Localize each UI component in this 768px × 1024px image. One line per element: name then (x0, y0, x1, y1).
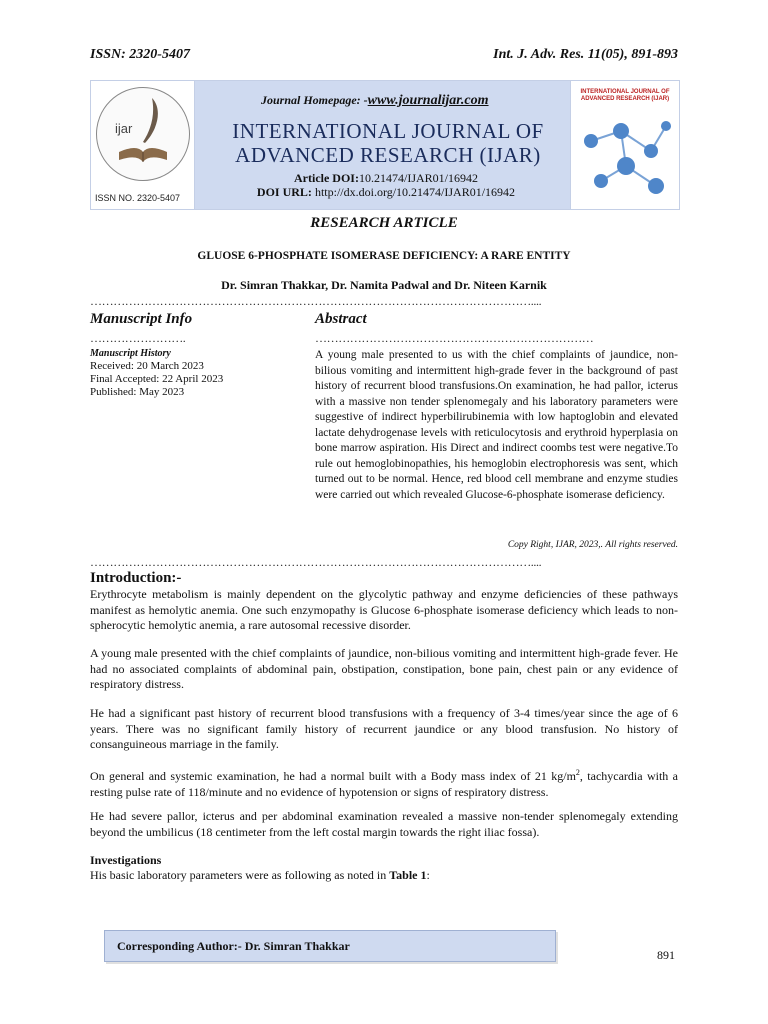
homepage-label: Journal Homepage: - (261, 93, 368, 107)
divider-manuscript: ……………………. (90, 331, 186, 345)
journal-cover-thumbnail (570, 81, 679, 209)
investigations-paragraph (90, 868, 678, 884)
molecule-illustration-icon (571, 111, 679, 209)
divider-abstract: ……………………………………………………………… (315, 331, 594, 345)
investigations-colon: : (426, 868, 430, 882)
quill-book-icon (97, 88, 189, 180)
superscript-2: 2 (575, 768, 580, 777)
issn-text: ISSN: 2320-5407 (90, 47, 190, 62)
received-date: Received: 20 March 2023 (90, 360, 204, 372)
intro-paragraph-4 (90, 765, 678, 800)
article-doi: 10.21474/IJAR01/16942 (358, 171, 478, 185)
divider-top: …………………………………………………………………………………………………….... (90, 294, 542, 308)
divider-bottom: …………………………………………………………………………………………………….... (90, 555, 542, 569)
manuscript-history-label: Manuscript History (90, 348, 171, 359)
journal-banner (90, 80, 680, 210)
table-reference: Table 1 (389, 868, 427, 882)
page-number: 891 (657, 948, 675, 962)
paper-title: GLUOSE 6-PHOSPHATE ISOMERASE DEFICIENCY: A RARE ENTITY (197, 250, 571, 262)
corresponding-author: Corresponding Author:- Dr. Simran Thakkar (117, 939, 350, 953)
doi-url-link[interactable]: http://dx.doi.org/10.21474/IJAR01/16942 (314, 185, 516, 199)
logo-issn: ISSN NO. 2320-5407 (95, 193, 181, 203)
paragraph-4-part-1: On general and systemic examination, he had a normal built with a Body mass index of 21 kg/m (90, 769, 576, 783)
cover-title: INTERNATIONAL JOURNAL OF ADVANCED RESEARCH (IJAR) (580, 89, 670, 102)
citation-text: Int. J. Adv. Res. 11(05), 891-893 (493, 47, 678, 62)
published-date: Published: May 2023 (90, 386, 185, 398)
logo-text: ijar (115, 121, 133, 136)
intro-paragraph-3: He had a significant past history of recurrent blood transfusions with a frequency of 3-4 times/year since the age of 6 years. There was no significant family history of recurrent jaundice or any blood transfusion. No history of consanguineous marriage in the family. (90, 706, 678, 751)
paragraph-4-part-2: , tachycardia with a resting pulse rate of 118/minute and no evidence of hypotension or signs of respiratory distress. (90, 769, 678, 799)
homepage-link[interactable]: www.journalijar.com (367, 93, 489, 108)
doi-block (201, 171, 571, 199)
investigations-text: His basic laboratory parameters were as following as noted in (90, 868, 390, 882)
intro-paragraph-5: He had severe pallor, icterus and per abdominal examination revealed a massive non-tender splenomegaly extending beyond the umbilicus (18 centimeter from the left costal margin towards the right iliac fossa). (90, 809, 678, 839)
investigations-heading: Investigations (90, 853, 162, 867)
abstract-text: A young male presented to us with the chief complaints of jaundice, non-bilious vomiting and intermittent high-grade fever in the background of past history of recurrent blood transfusions.On examination, he had pallor, icterus with a massive non tender splenomegaly and his laboratory parameters were suggestive of indirect hyperbilirubinemia with low haptoglobin and elevated lactate dehydrogenase levels with reticulocytosis and erythroid hyperplasia on bone marrow aspiration. His Direct and indirect coombs test were negative.To rule out hemoglobinopathies, his hemoglobin electrophoresis was sent, which turned out to be normal. Hence, red blood cell membrane and enzyme studies were carried out which revealed Glucose-6-phosphate isomerase deficiency. (315, 349, 678, 501)
intro-paragraph-2: A young male presented with the chief complaints of jaundice, non-bilious vomiting and intermittent high-grade fever. He had no associated complaints of abdominal pain, obstipation, constipation, bone pain, chest pain or any evidence of respiratory distress. (90, 646, 678, 691)
copyright-notice: Copy Right, IJAR, 2023,. All rights reserved. (507, 540, 678, 550)
doi-url-label: DOI URL: (256, 185, 312, 199)
manuscript-history (90, 347, 223, 399)
accepted-date: Final Accepted: 22 April 2023 (90, 373, 224, 385)
introduction-heading: Introduction:- (90, 570, 182, 586)
journal-title-line2: ADVANCED RESEARCH (IJAR) (235, 143, 541, 167)
journal-title (203, 119, 573, 167)
article-doi-label: Article DOI: (294, 171, 359, 185)
article-type: RESEARCH ARTICLE (310, 215, 458, 231)
journal-title-line1: INTERNATIONAL JOURNAL OF (232, 119, 544, 143)
journal-homepage (261, 93, 489, 109)
author-list: Dr. Simran Thakkar, Dr. Namita Padwal and Dr. Niteen Karnik (221, 278, 547, 292)
running-header (90, 44, 678, 66)
intro-paragraph-1: Erythrocyte metabolism is mainly dependent on the glycolytic pathway and enzyme deficiencies of these pathways manifest as hemolytic anemia. One such enzymopathy is Glucose 6-phosphate isomerase deficiency which leads to non-spherocytic hemolytic anemia, a rare autosomal recessive disorder. (90, 587, 678, 632)
manuscript-info-heading: Manuscript Info (90, 311, 193, 327)
corresponding-author-box (104, 930, 556, 962)
abstract-heading: Abstract (315, 311, 367, 327)
logo-emblem (96, 87, 190, 181)
journal-logo (91, 81, 195, 209)
